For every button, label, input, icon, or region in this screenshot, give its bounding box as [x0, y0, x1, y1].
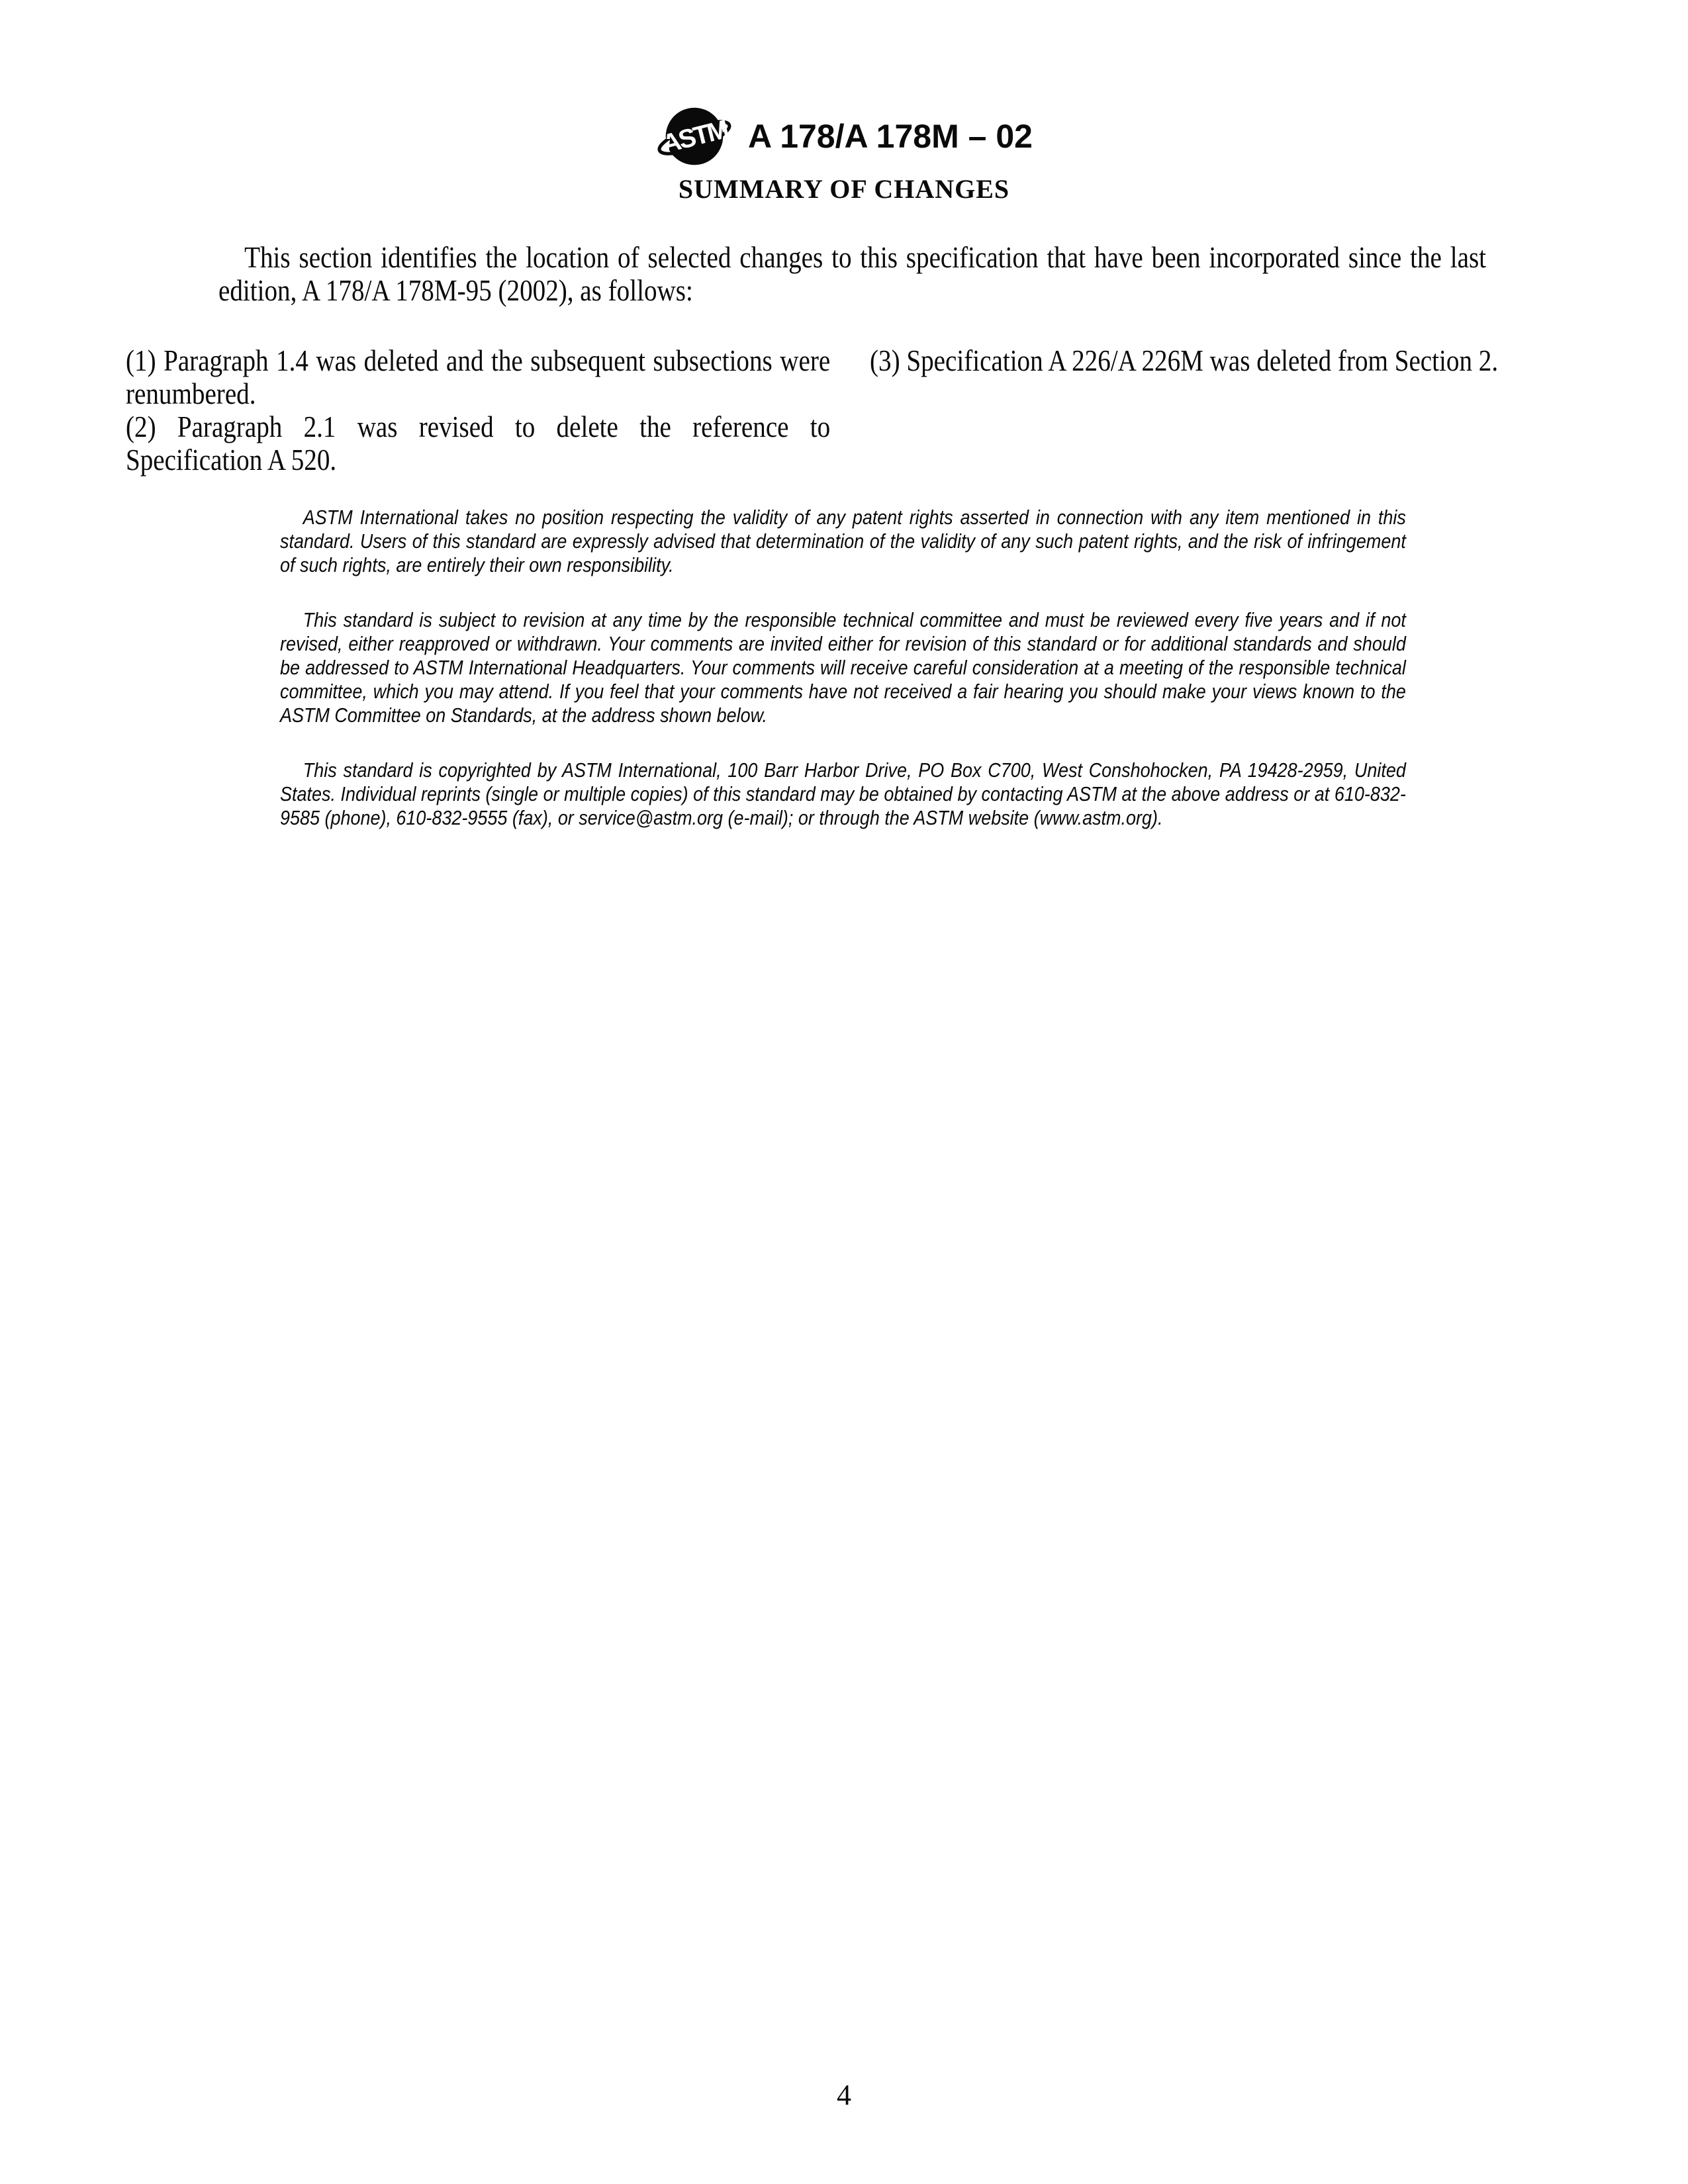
section-title: SUMMARY OF CHANGES	[678, 174, 1010, 204]
disclaimers-section	[280, 506, 1406, 861]
disclaimer-revision-paragraph: This standard is subject to revision at any time by the responsible technical committee and must be reviewed every five years and if not revised, either reapproved or withdrawn. Your comments are invited either for revision of this standard or for additional standards and should be addressed to ASTM International Headquarters. Your comments will receive careful consideration at a meeting of the responsible technical committee, which you may attend. If you feel that your comments have not received a fair hearing you should make your views known to the ASTM Committee on Standards, at the address shown below.	[280, 608, 1406, 727]
page-number: 4	[837, 2079, 851, 2111]
astm-logo-letters: ASTM	[659, 114, 730, 159]
changes-column-left	[126, 344, 830, 477]
change-item-1: (1) Paragraph 1.4 was deleted and the subsequent subsections were renumbered.	[126, 343, 831, 410]
change-item-3: (3) Specification A 226/A 226M was deleted from Section 2.	[870, 343, 1499, 377]
intro-paragraph: This section identifies the location of selected changes to this specification that have been incorporated since the last edition, A 178/A 178M-95 (2002), as follows:	[218, 240, 1487, 307]
changes-column-right	[870, 344, 1569, 377]
change-item-2: (2) Paragraph 2.1 was revised to delete the reference to Specification A 520.	[126, 410, 831, 477]
document-header	[0, 97, 1688, 176]
disclaimer-patent-paragraph: ASTM International takes no position respecting the validity of any patent rights asserted in connection with any item mentioned in this standard. Users of this standard are expressly advised that determination of the validity of any such patent rights, and the risk of infringement of such rights, are entirely their own responsibility.	[280, 506, 1406, 576]
disclaimer-copyright-paragraph: This standard is copyrighted by ASTM International, 100 Barr Harbor Drive, PO Box C700, West Conshohocken, PA 19428-2959, United States. Individual reprints (single or multiple copies) of this standard may be obtained by contacting ASTM at the above address or at 610-832-9585 (phone), 610-832-9555 (fax), or service@astm.org (e-mail); or through the ASTM website (www.astm.org).	[280, 758, 1406, 829]
standard-designation: A 178/A 178M – 02	[748, 118, 1033, 155]
astm-logo-icon	[655, 97, 733, 176]
